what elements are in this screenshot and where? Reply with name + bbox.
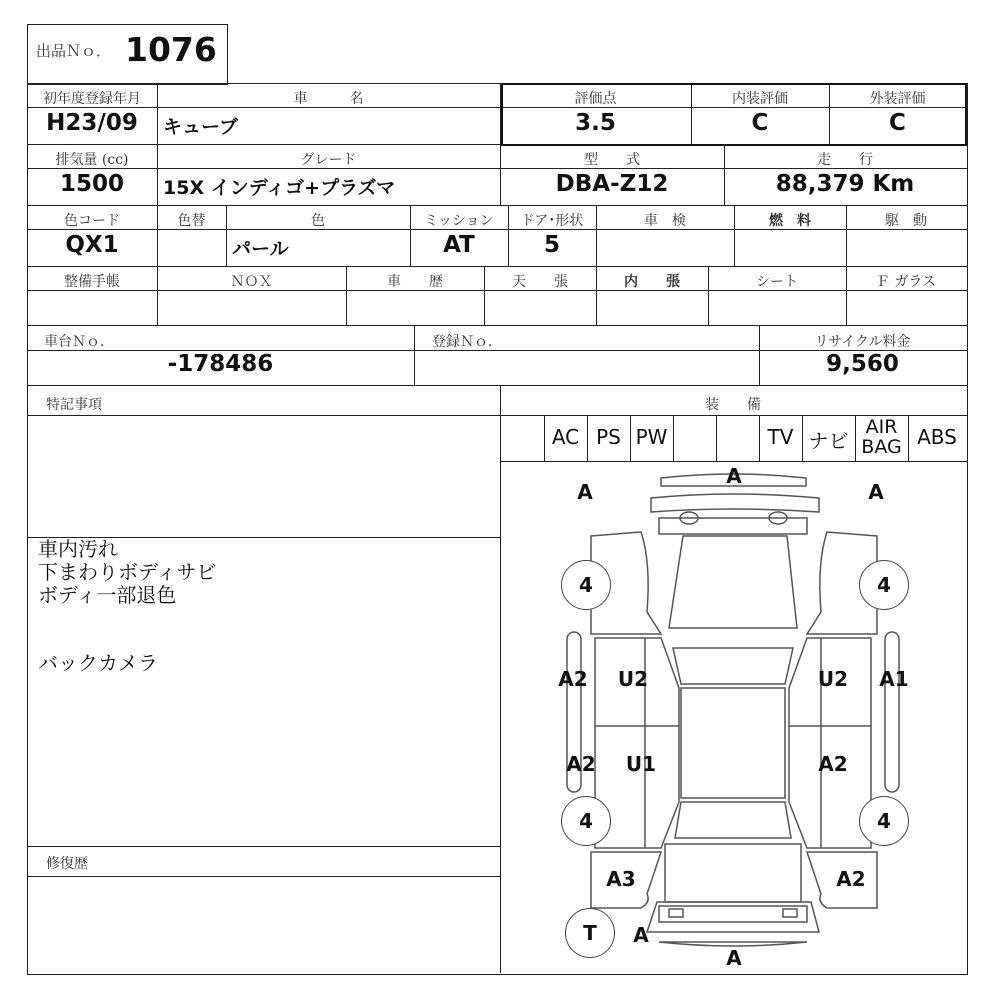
fuel-label: 燃 料	[769, 213, 811, 229]
mark-tire: A	[633, 923, 649, 947]
equipment-label: 装 備	[705, 397, 761, 413]
mission-value: AT	[443, 232, 475, 258]
mark-right-inner-upper: U2	[817, 667, 849, 691]
mark-right-lower: A2	[818, 752, 848, 776]
recycle-value: 9,560	[826, 351, 899, 377]
spare-tire: T	[565, 908, 615, 958]
mileage-label: 走 行	[817, 152, 873, 168]
interior-value: C	[751, 110, 769, 136]
inspection-label: 車 検	[644, 213, 686, 229]
chassis-label: 車台Ｎｏ．	[44, 334, 114, 350]
wheel-rear-left: 4	[561, 796, 611, 846]
mark-front-left: A	[577, 480, 593, 504]
roof-lining-label: 天 張	[512, 274, 568, 290]
grade-value: 15X インディゴ+プラズマ	[163, 177, 396, 199]
mark-left-inner-upper: U2	[617, 667, 649, 691]
note-extra: バックカメラ	[38, 651, 158, 675]
door-label: ドア･形状	[520, 213, 584, 229]
color-code-value: QX1	[65, 232, 119, 258]
equip-tv: TV	[767, 425, 794, 449]
recycle-label: リサイクル料金	[814, 334, 911, 350]
displacement-value: 1500	[59, 171, 124, 197]
car-name-value: キューブ	[163, 116, 239, 138]
car-diagram	[501, 462, 966, 972]
history-label: 車 歴	[387, 274, 443, 290]
equip-ac: AC	[551, 425, 580, 449]
wheel-front-right: 4	[859, 560, 909, 610]
note-line-2: 下まわりボディサビ	[38, 560, 217, 584]
mileage-value: 88,379 Km	[775, 171, 915, 197]
displacement-label: 排気量 (cc)	[55, 152, 129, 168]
mark-left-inner-lower: U1	[625, 752, 657, 776]
note-line-3: ボディ一部退色	[38, 583, 177, 607]
front-glass-label: Ｆ ガラス	[875, 274, 937, 290]
wheel-rear-right: 4	[859, 796, 909, 846]
mark-front-center: A	[726, 464, 742, 488]
mark-right-outer-upper: A1	[879, 667, 909, 691]
color-code-label: 色コード	[64, 213, 120, 229]
mark-rear-left: A3	[606, 867, 636, 891]
door-value: 5	[543, 232, 560, 258]
nox-label: ＮＯＸ	[230, 274, 273, 290]
color-value: パール	[232, 238, 289, 260]
equip-airbag: AIR BAG	[861, 416, 902, 458]
reg-label: 登録Ｎｏ．	[432, 334, 502, 350]
lot-number: 1076	[125, 30, 217, 69]
car-name-label: 車 名	[293, 91, 364, 107]
mark-left-outer-lower: A2	[566, 752, 596, 776]
exterior-label: 外装評価	[869, 91, 926, 107]
first-reg-label: 初年度登録年月	[43, 91, 141, 107]
equip-abs: ABS	[917, 425, 957, 449]
mark-rear-right: A2	[836, 867, 866, 891]
interior-label: 内装評価	[732, 91, 788, 107]
seat-label: シート	[756, 274, 798, 290]
color-change-label: 色替	[177, 213, 206, 229]
mark-front-right: A	[868, 480, 884, 504]
model-label: 型 式	[584, 152, 640, 168]
mark-left-outer-upper: A2	[558, 667, 588, 691]
equip-navi: ナビ	[808, 429, 849, 453]
equip-ps: PS	[596, 425, 621, 449]
score-label: 評価点	[574, 91, 617, 107]
mission-label: ミッション	[424, 213, 494, 229]
first-reg-value: H23/09	[46, 110, 138, 136]
note-line-1: 車内汚れ	[38, 537, 118, 561]
exterior-value: C	[889, 110, 906, 136]
model-value: DBA-Z12	[555, 171, 669, 197]
wheel-front-left: 4	[561, 560, 611, 610]
repair-history-label: 修復歴	[46, 856, 88, 872]
service-book-label: 整備手帳	[64, 274, 120, 290]
score-value: 3.5	[575, 110, 616, 136]
mark-rear-center: A	[726, 946, 742, 970]
notes-label: 特記事項	[46, 397, 102, 413]
interior-lining-label: 内 張	[624, 274, 680, 290]
color-label: 色	[311, 213, 325, 229]
lot-label: 出品Ｎｏ．	[36, 42, 112, 60]
drive-label: 駆 動	[885, 213, 927, 229]
grade-label: グレード	[300, 152, 357, 168]
equip-pw: PW	[635, 425, 668, 449]
chassis-value: -178486	[167, 351, 274, 377]
